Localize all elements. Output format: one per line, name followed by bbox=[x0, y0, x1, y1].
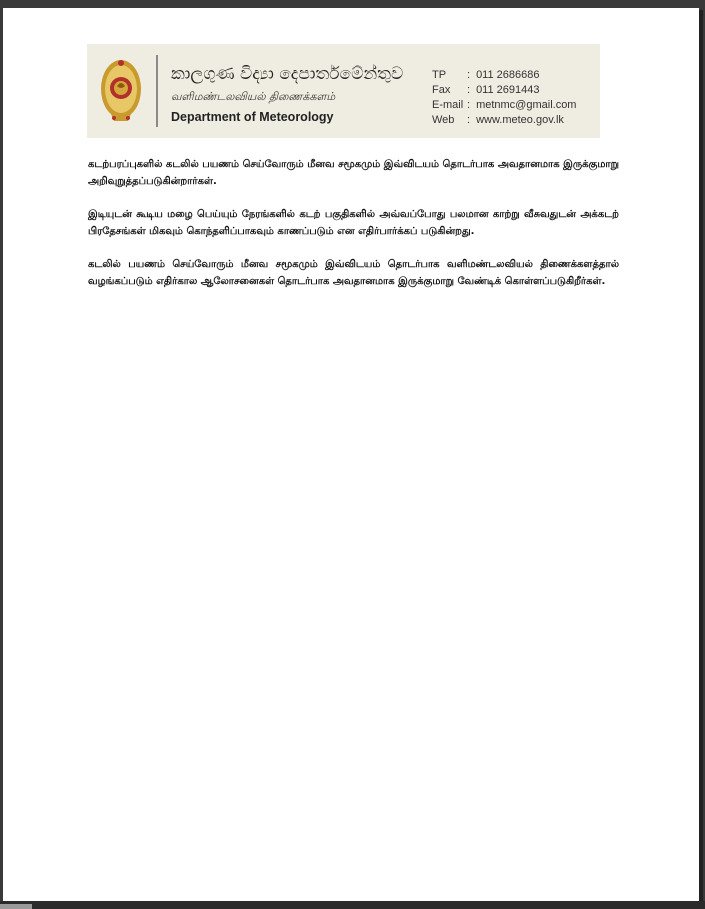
contact-web: Web : www.meteo.gov.lk bbox=[432, 114, 564, 126]
contact-value: www.meteo.gov.lk bbox=[476, 114, 564, 126]
contact-label: E-mail bbox=[432, 99, 464, 111]
page-shadow bbox=[699, 10, 703, 903]
body-paragraph: இடியுடன் கூடிய மழை பெய்யும் நேரங்களில் கடற் பகுதிகளில் அவ்வப்போது பலமான காற்று வீசுவதுடன் அக்கடற் பிரதேசங்கள் மிகவும் கொந்தளிப்பாகவும் காணப்படும் என எதிர்பார்க்கப் படுகின்றது. bbox=[88, 209, 619, 237]
contact-email: E-mail : metnmc@gmail.com bbox=[432, 99, 577, 111]
org-name-english: Department of Meteorology bbox=[171, 110, 334, 124]
contact-value: 011 2686686 bbox=[476, 69, 540, 81]
contact-label: Fax bbox=[432, 84, 451, 96]
contact-label: TP bbox=[432, 69, 447, 81]
contact-fax: Fax : 011 2691443 bbox=[432, 84, 540, 96]
contact-value: metnmc@gmail.com bbox=[476, 99, 577, 111]
contact-value: 011 2691443 bbox=[476, 84, 540, 96]
letterhead-divider bbox=[156, 55, 158, 127]
body-paragraph: கடலில் பயணம் செய்வோரும் மீனவ சமூகமும் இவ்விடயம் தொடர்பாக வளிமண்டலவியல் திணைக்களத்தால் வழங்கப்படும் எதிர்கால ஆலோசனைகள் தொடர்பாக அவதானமாக இருக்குமாறு வேண்டிக் கொள்ளப்படுகிறீர்கள். bbox=[88, 259, 619, 287]
letterhead bbox=[87, 44, 600, 138]
org-name-tamil: வளிமண்டலவியல் திணைக்களம் bbox=[171, 90, 336, 103]
viewer-scroll-tab[interactable] bbox=[0, 904, 32, 909]
viewer-bottom-bar bbox=[0, 901, 705, 909]
body-paragraph: கடற்பரப்புகளில் கடலில் பயணம் செய்வோரும் மீனவ சமூகமும் இவ்விடயம் தொடர்பாக அவதானமாக இருக்குமாறு அறிவுறுத்தப்படுகின்றார்கள். bbox=[88, 159, 619, 187]
sri-lanka-emblem-icon bbox=[99, 56, 143, 126]
contact-tp: TP : 011 2686686 bbox=[432, 69, 540, 81]
document-page bbox=[3, 8, 699, 901]
contact-label: Web bbox=[432, 114, 455, 126]
org-name-sinhala: කාලගුණ විද්‍යා දෙපාර්තමේන්තුව bbox=[171, 64, 404, 84]
contact-block bbox=[432, 68, 576, 128]
